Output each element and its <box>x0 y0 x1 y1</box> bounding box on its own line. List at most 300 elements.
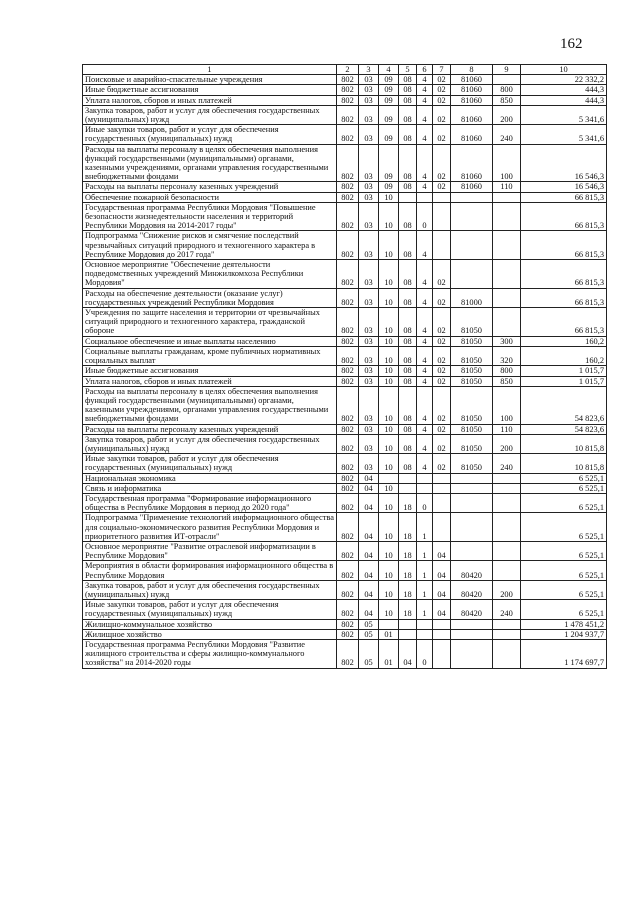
amount-cell: 6 525,1 <box>521 513 607 542</box>
subprogram-cell: 4 <box>417 260 433 289</box>
section-cell: 03 <box>359 144 379 182</box>
name-cell: Иные бюджетные ассигнования <box>83 366 337 376</box>
amount-cell: 6 525,1 <box>521 580 607 599</box>
admin-code-cell: 802 <box>337 561 359 580</box>
table-row <box>83 336 607 346</box>
table-row <box>83 483 607 493</box>
name-cell: Расходы на выплаты персоналу казенных учреждений <box>83 424 337 434</box>
event-cell: 04 <box>433 600 451 619</box>
table-row <box>83 639 607 668</box>
name-cell: Иные закупки товаров, работ и услуг для обеспечения государственных (муниципальных) нужд <box>83 454 337 473</box>
column-number-header: 6 <box>417 65 433 75</box>
program-cell: 18 <box>399 600 417 619</box>
direction-cell <box>451 629 493 639</box>
subprogram-cell <box>417 629 433 639</box>
table-row <box>83 580 607 599</box>
program-cell: 08 <box>399 75 417 85</box>
amount-cell: 6 525,1 <box>521 473 607 483</box>
table-row <box>83 541 607 560</box>
event-cell: 02 <box>433 386 451 424</box>
subprogram-cell: 4 <box>417 434 433 453</box>
program-cell: 08 <box>399 434 417 453</box>
subsection-cell: 10 <box>379 493 399 512</box>
program-cell: 08 <box>399 125 417 144</box>
expense-type-cell <box>493 483 521 493</box>
program-cell: 08 <box>399 376 417 386</box>
subsection-cell: 10 <box>379 561 399 580</box>
subprogram-cell <box>417 192 433 202</box>
direction-cell <box>451 619 493 629</box>
event-cell <box>433 202 451 231</box>
direction-cell <box>451 513 493 542</box>
expense-type-cell: 800 <box>493 366 521 376</box>
event-cell: 02 <box>433 105 451 124</box>
program-cell: 08 <box>399 260 417 289</box>
table-row <box>83 434 607 453</box>
table-row <box>83 182 607 192</box>
event-cell: 02 <box>433 75 451 85</box>
name-cell: Социальное обеспечение и иные выплаты населению <box>83 336 337 346</box>
subprogram-cell: 1 <box>417 513 433 542</box>
subprogram-cell: 4 <box>417 144 433 182</box>
name-cell: Государственная программа Республики Мордовия "Повышение безопасности жизнедеятельности населения и территорий Республики Мордовия на 2014-2017 годы" <box>83 202 337 231</box>
name-cell: Подпрограмма "Применение технологий информационного общества для социально-экономического развития Республики Мордовия и приоритетного развития ИТ-отрасли" <box>83 513 337 542</box>
program-cell: 08 <box>399 95 417 105</box>
name-cell: Учреждения по защите населения и территории от чрезвычайных ситуаций природного и техногенного характера, гражданской обороне <box>83 308 337 337</box>
event-cell <box>433 231 451 260</box>
program-cell: 08 <box>399 85 417 95</box>
table-row <box>83 192 607 202</box>
direction-cell: 81050 <box>451 308 493 337</box>
direction-cell <box>451 541 493 560</box>
program-cell: 08 <box>399 202 417 231</box>
expense-type-cell <box>493 629 521 639</box>
table-row <box>83 260 607 289</box>
section-cell: 05 <box>359 639 379 668</box>
section-cell: 03 <box>359 192 379 202</box>
name-cell: Жилищно-коммунальное хозяйство <box>83 619 337 629</box>
admin-code-cell: 802 <box>337 639 359 668</box>
program-cell: 18 <box>399 561 417 580</box>
program-cell: 08 <box>399 336 417 346</box>
section-cell: 05 <box>359 619 379 629</box>
admin-code-cell: 802 <box>337 376 359 386</box>
section-cell: 03 <box>359 202 379 231</box>
section-cell: 04 <box>359 561 379 580</box>
subsection-cell: 10 <box>379 308 399 337</box>
section-cell: 03 <box>359 231 379 260</box>
table-row <box>83 366 607 376</box>
direction-cell: 81050 <box>451 434 493 453</box>
subprogram-cell: 1 <box>417 561 433 580</box>
table-row <box>83 202 607 231</box>
subprogram-cell: 4 <box>417 346 433 365</box>
direction-cell <box>451 493 493 512</box>
section-cell: 03 <box>359 308 379 337</box>
column-number-header: 10 <box>521 65 607 75</box>
section-cell: 03 <box>359 386 379 424</box>
direction-cell <box>451 260 493 289</box>
name-cell: Закупка товаров, работ и услуг для обеспечения государственных (муниципальных) нужд <box>83 105 337 124</box>
event-cell: 02 <box>433 260 451 289</box>
name-cell: Жилищное хозяйство <box>83 629 337 639</box>
direction-cell: 81050 <box>451 366 493 376</box>
subprogram-cell <box>417 473 433 483</box>
section-cell: 03 <box>359 182 379 192</box>
admin-code-cell: 802 <box>337 629 359 639</box>
event-cell <box>433 619 451 629</box>
expense-type-cell <box>493 288 521 307</box>
admin-code-cell: 802 <box>337 95 359 105</box>
table-row <box>83 231 607 260</box>
event-cell: 02 <box>433 182 451 192</box>
event-cell <box>433 639 451 668</box>
event-cell: 02 <box>433 144 451 182</box>
subprogram-cell: 4 <box>417 454 433 473</box>
amount-cell: 6 525,1 <box>521 561 607 580</box>
subprogram-cell: 4 <box>417 424 433 434</box>
event-cell: 04 <box>433 580 451 599</box>
admin-code-cell: 802 <box>337 600 359 619</box>
subsection-cell: 10 <box>379 434 399 453</box>
admin-code-cell: 802 <box>337 454 359 473</box>
amount-cell: 66 815,3 <box>521 192 607 202</box>
name-cell: Закупка товаров, работ и услуг для обеспечения государственных (муниципальных) нужд <box>83 580 337 599</box>
expense-type-cell <box>493 561 521 580</box>
event-cell: 04 <box>433 561 451 580</box>
table-row <box>83 288 607 307</box>
section-cell: 04 <box>359 473 379 483</box>
subsection-cell: 10 <box>379 386 399 424</box>
amount-cell: 66 815,3 <box>521 260 607 289</box>
admin-code-cell: 802 <box>337 308 359 337</box>
subsection-cell: 10 <box>379 424 399 434</box>
subprogram-cell: 1 <box>417 600 433 619</box>
name-cell: Социальные выплаты гражданам, кроме публичных нормативных социальных выплат <box>83 346 337 365</box>
admin-code-cell: 802 <box>337 366 359 376</box>
amount-cell: 16 546,3 <box>521 182 607 192</box>
section-cell: 03 <box>359 75 379 85</box>
column-number-header: 1 <box>83 65 337 75</box>
subprogram-cell <box>417 619 433 629</box>
amount-cell: 6 525,1 <box>521 541 607 560</box>
table-row <box>83 513 607 542</box>
admin-code-cell: 802 <box>337 386 359 424</box>
table-row <box>83 346 607 365</box>
subprogram-cell: 0 <box>417 639 433 668</box>
expense-type-cell <box>493 513 521 542</box>
program-cell: 08 <box>399 454 417 473</box>
name-cell: Уплата налогов, сборов и иных платежей <box>83 95 337 105</box>
subsection-cell: 10 <box>379 192 399 202</box>
amount-cell: 5 341,6 <box>521 125 607 144</box>
program-cell: 08 <box>399 366 417 376</box>
name-cell: Иные бюджетные ассигнования <box>83 85 337 95</box>
subsection-cell: 01 <box>379 629 399 639</box>
subsection-cell: 10 <box>379 288 399 307</box>
admin-code-cell: 802 <box>337 202 359 231</box>
amount-cell: 22 332,2 <box>521 75 607 85</box>
section-cell: 04 <box>359 541 379 560</box>
subprogram-cell: 4 <box>417 182 433 192</box>
admin-code-cell: 802 <box>337 513 359 542</box>
program-cell: 08 <box>399 182 417 192</box>
subprogram-cell: 4 <box>417 75 433 85</box>
name-cell: Закупка товаров, работ и услуг для обеспечения государственных (муниципальных) нужд <box>83 434 337 453</box>
name-cell: Государственная программа Республики Мордовия "Развитие жилищного строительства и сферы жилищно-коммунального хозяйства" на 2014-2020 годы <box>83 639 337 668</box>
amount-cell: 160,2 <box>521 336 607 346</box>
page-number: 162 <box>560 36 583 52</box>
admin-code-cell: 802 <box>337 483 359 493</box>
amount-cell: 5 341,6 <box>521 105 607 124</box>
name-cell: Расходы на выплаты персоналу казенных учреждений <box>83 182 337 192</box>
admin-code-cell: 802 <box>337 75 359 85</box>
section-cell: 04 <box>359 483 379 493</box>
section-cell: 03 <box>359 288 379 307</box>
table-row <box>83 424 607 434</box>
section-cell: 03 <box>359 85 379 95</box>
table-row <box>83 95 607 105</box>
expense-type-cell <box>493 75 521 85</box>
amount-cell: 16 546,3 <box>521 144 607 182</box>
column-number-header: 7 <box>433 65 451 75</box>
expense-type-cell: 200 <box>493 434 521 453</box>
admin-code-cell: 802 <box>337 580 359 599</box>
event-cell <box>433 473 451 483</box>
expense-type-cell: 240 <box>493 125 521 144</box>
direction-cell <box>451 473 493 483</box>
direction-cell: 80420 <box>451 600 493 619</box>
event-cell <box>433 483 451 493</box>
subsection-cell: 09 <box>379 105 399 124</box>
event-cell: 02 <box>433 434 451 453</box>
admin-code-cell: 802 <box>337 619 359 629</box>
direction-cell: 81050 <box>451 424 493 434</box>
subsection-cell: 09 <box>379 75 399 85</box>
subsection-cell: 09 <box>379 144 399 182</box>
amount-cell: 66 815,3 <box>521 202 607 231</box>
table-row <box>83 629 607 639</box>
subprogram-cell <box>417 483 433 493</box>
expense-type-cell: 300 <box>493 336 521 346</box>
expense-type-cell <box>493 231 521 260</box>
name-cell: Подпрограмма "Снижение рисков и смягчение последствий чрезвычайных ситуаций природного и техногенного характера в Республике Мордовия до 2017 года" <box>83 231 337 260</box>
direction-cell: 81060 <box>451 95 493 105</box>
subsection-cell: 09 <box>379 182 399 192</box>
direction-cell: 81050 <box>451 346 493 365</box>
direction-cell: 81060 <box>451 125 493 144</box>
program-cell: 08 <box>399 308 417 337</box>
name-cell: Основное мероприятие "Обеспечение деятельности подведомственных учреждений Минжилкомхоза Республики Мордовия" <box>83 260 337 289</box>
direction-cell <box>451 639 493 668</box>
expense-type-cell: 100 <box>493 144 521 182</box>
program-cell: 08 <box>399 144 417 182</box>
section-cell: 04 <box>359 580 379 599</box>
subsection-cell: 10 <box>379 580 399 599</box>
subsection-cell: 10 <box>379 346 399 365</box>
expense-type-cell: 800 <box>493 85 521 95</box>
admin-code-cell: 802 <box>337 182 359 192</box>
section-cell: 03 <box>359 260 379 289</box>
admin-code-cell: 802 <box>337 260 359 289</box>
program-cell <box>399 629 417 639</box>
event-cell: 02 <box>433 376 451 386</box>
section-cell: 04 <box>359 600 379 619</box>
subsection-cell: 10 <box>379 483 399 493</box>
column-number-header: 8 <box>451 65 493 75</box>
subprogram-cell: 0 <box>417 493 433 512</box>
subprogram-cell: 4 <box>417 105 433 124</box>
name-cell: Обеспечение пожарной безопасности <box>83 192 337 202</box>
admin-code-cell: 802 <box>337 434 359 453</box>
expense-type-cell <box>493 192 521 202</box>
admin-code-cell: 802 <box>337 125 359 144</box>
event-cell <box>433 629 451 639</box>
event-cell: 02 <box>433 454 451 473</box>
table-row <box>83 144 607 182</box>
subprogram-cell: 4 <box>417 366 433 376</box>
name-cell: Поисковые и аварийно-спасательные учреждения <box>83 75 337 85</box>
expense-type-cell: 110 <box>493 424 521 434</box>
program-cell <box>399 473 417 483</box>
amount-cell: 444,3 <box>521 95 607 105</box>
table-row <box>83 308 607 337</box>
event-cell: 04 <box>433 541 451 560</box>
program-cell: 04 <box>399 639 417 668</box>
program-cell: 08 <box>399 288 417 307</box>
section-cell: 03 <box>359 95 379 105</box>
name-cell: Связь и информатика <box>83 483 337 493</box>
section-cell: 03 <box>359 454 379 473</box>
amount-cell: 1 204 937,7 <box>521 629 607 639</box>
subsection-cell: 10 <box>379 600 399 619</box>
admin-code-cell: 802 <box>337 336 359 346</box>
column-number-header: 2 <box>337 65 359 75</box>
name-cell: Расходы на выплаты персоналу в целях обеспечения выполнения функций государственными (муниципальными) органами, казенными учреждениями, органами управления государственными внебюджетными фондами <box>83 144 337 182</box>
expense-type-cell: 850 <box>493 95 521 105</box>
subsection-cell: 10 <box>379 260 399 289</box>
direction-cell: 81060 <box>451 75 493 85</box>
section-cell: 03 <box>359 105 379 124</box>
expense-type-cell: 850 <box>493 376 521 386</box>
direction-cell: 81000 <box>451 288 493 307</box>
direction-cell: 81060 <box>451 85 493 95</box>
subsection-cell: 10 <box>379 376 399 386</box>
subsection-cell: 10 <box>379 366 399 376</box>
subsection-cell: 10 <box>379 541 399 560</box>
admin-code-cell: 802 <box>337 541 359 560</box>
expense-type-cell <box>493 260 521 289</box>
name-cell: Иные закупки товаров, работ и услуг для обеспечения государственных (муниципальных) нужд <box>83 600 337 619</box>
event-cell: 02 <box>433 95 451 105</box>
table-row <box>83 454 607 473</box>
table-row <box>83 600 607 619</box>
name-cell: Иные закупки товаров, работ и услуг для обеспечения государственных (муниципальных) нужд <box>83 125 337 144</box>
section-cell: 03 <box>359 346 379 365</box>
subprogram-cell: 4 <box>417 231 433 260</box>
subprogram-cell: 4 <box>417 85 433 95</box>
section-cell: 03 <box>359 376 379 386</box>
event-cell: 02 <box>433 85 451 95</box>
direction-cell: 81050 <box>451 376 493 386</box>
subsection-cell: 09 <box>379 95 399 105</box>
column-number-header: 9 <box>493 65 521 75</box>
table-row <box>83 493 607 512</box>
event-cell: 02 <box>433 308 451 337</box>
direction-cell: 80420 <box>451 580 493 599</box>
name-cell: Государственная программа "Формирование информационного общества в Республике Мордовия в период до 2020 года" <box>83 493 337 512</box>
name-cell: Мероприятия в области формирования информационного общества в Республике Мордовия <box>83 561 337 580</box>
expense-type-cell: 100 <box>493 386 521 424</box>
expense-type-cell: 110 <box>493 182 521 192</box>
budget-table <box>82 64 607 669</box>
subprogram-cell: 1 <box>417 580 433 599</box>
section-cell: 03 <box>359 434 379 453</box>
table-row <box>83 386 607 424</box>
expense-type-cell: 240 <box>493 454 521 473</box>
direction-cell: 81060 <box>451 182 493 192</box>
column-number-row <box>83 65 607 75</box>
amount-cell: 6 525,1 <box>521 600 607 619</box>
admin-code-cell: 802 <box>337 288 359 307</box>
column-number-header: 4 <box>379 65 399 75</box>
subsection-cell: 10 <box>379 454 399 473</box>
table-row <box>83 376 607 386</box>
table-row <box>83 619 607 629</box>
section-cell: 03 <box>359 125 379 144</box>
amount-cell: 54 823,6 <box>521 424 607 434</box>
event-cell: 02 <box>433 366 451 376</box>
amount-cell: 66 815,3 <box>521 288 607 307</box>
amount-cell: 6 525,1 <box>521 493 607 512</box>
direction-cell: 81050 <box>451 386 493 424</box>
admin-code-cell: 802 <box>337 473 359 483</box>
program-cell <box>399 619 417 629</box>
column-number-header: 3 <box>359 65 379 75</box>
expense-type-cell: 240 <box>493 600 521 619</box>
program-cell: 08 <box>399 105 417 124</box>
direction-cell <box>451 231 493 260</box>
event-cell <box>433 192 451 202</box>
subsection-cell <box>379 473 399 483</box>
program-cell: 18 <box>399 493 417 512</box>
table-row <box>83 125 607 144</box>
direction-cell: 81060 <box>451 144 493 182</box>
direction-cell <box>451 192 493 202</box>
expense-type-cell <box>493 493 521 512</box>
subprogram-cell: 4 <box>417 308 433 337</box>
section-cell: 03 <box>359 336 379 346</box>
table-row <box>83 85 607 95</box>
subprogram-cell: 4 <box>417 288 433 307</box>
expense-type-cell <box>493 473 521 483</box>
section-cell: 03 <box>359 424 379 434</box>
subprogram-cell: 1 <box>417 541 433 560</box>
direction-cell: 81050 <box>451 336 493 346</box>
admin-code-cell: 802 <box>337 346 359 365</box>
expense-type-cell: 320 <box>493 346 521 365</box>
program-cell: 08 <box>399 231 417 260</box>
amount-cell: 54 823,6 <box>521 386 607 424</box>
table-row <box>83 105 607 124</box>
subsection-cell <box>379 619 399 629</box>
admin-code-cell: 802 <box>337 192 359 202</box>
direction-cell: 80420 <box>451 561 493 580</box>
amount-cell: 10 815,8 <box>521 434 607 453</box>
event-cell: 02 <box>433 125 451 144</box>
event-cell: 02 <box>433 346 451 365</box>
expense-type-cell: 200 <box>493 580 521 599</box>
